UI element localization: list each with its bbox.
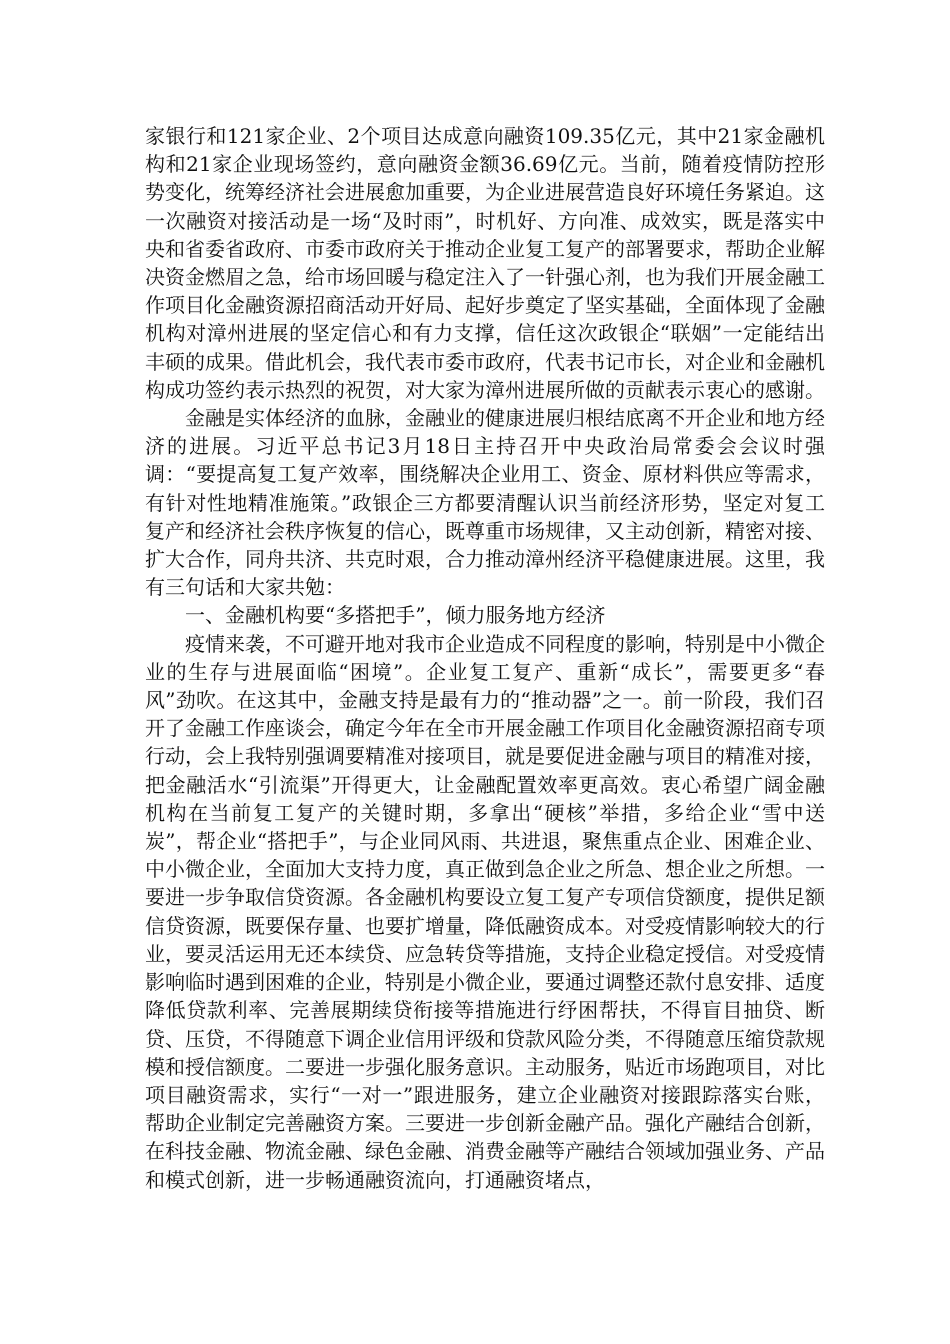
paragraph-2: 金融是实体经济的血脉，金融业的健康进展归根结底离不开企业和地方经济的进展。习近平总书记3月18日主持召开中央政治局常委会会议时强调：“要提高复工复产效率，围绕解决企业用工、资金、原材料供应等需求，有针对性地精准施策。”政银企三方都要清醒认识当前经济形势，坚定对复工复产和经济社会秩序恢复的信心，既尊重市场规律，又主动创新，精密对接、扩大合作，同舟共济、共克时艰，合力推动漳州经济平稳健康进展。这里，我有三句话和大家共勉： [145, 406, 825, 600]
paragraph-1: 家银行和121家企业、2个项目达成意向融资109.35亿元，其中21家金融机构和21家企业现场签约，意向融资金额36.69亿元。当前，随着疫情防控形势变化，统筹经济社会进展愈加重要，为企业进展营造良好环境任务紧迫。这一次融资对接活动是一场“及时雨”，时机好、方向准、成效实，既是落实中央和省委省政府、市委市政府关于推动企业复工复产的部署要求，帮助企业解决资金燃眉之急，给市场回暖与稳定注入了一针强心剂，也为我们开展金融工作项目化金融资源招商活动开好局、起好步奠定了坚实基础，全面体现了金融机构对漳州进展的坚定信心和有力支撑，信任这次政银企“联姻”一定能结出丰硕的成果。借此机会，我代表市委市政府，代表书记市长，对企业和金融机构成功签约表示热烈的祝贺，对大家为漳州进展所做的贡献表示衷心的感谢。 [145, 124, 825, 402]
paragraph-3: 疫情来袭，不可避开地对我市企业造成不同程度的影响，特别是中小微企业的生存与进展面临“困境”。企业复工复产、重新“成长”，需要更多“春风”劲吹。在这其中，金融支持是最有力的“推动器”之一。前一阶段，我们召开了金融工作座谈会，确定今年在全市开展金融工作项目化金融资源招商专项行动，会上我特别强调要精准对接项目，就是要促进金融与项目的精准对接，把金融活水“引流渠”开得更大，让金融配置效率更高效。衷心希望广阔金融机构在当前复工复产的关键时期，多拿出“硬核”举措，多给企业“雪中送炭”，帮企业“搭把手”，与企业同风雨、共进退，聚焦重点企业、困难企业、中小微企业，全面加大支持力度，真正做到急企业之所急、想企业之所想。一要进一步争取信贷资源。各金融机构要设立复工复产专项信贷额度，提供足额信贷资源，既要保存量、也要扩增量，降低融资成本。对受疫情影响较大的行业，要灵活运用无还本续贷、应急转贷等措施，支持企业稳定授信。对受疫情影响临时遇到困难的企业，特别是小微企业，要通过调整还款付息安排、适度降低贷款利率、完善展期续贷衔接等措施进行纾困帮扶，不得盲目抽贷、断贷、压贷，不得随意下调企业信用评级和贷款风险分类，不得随意压缩贷款规模和授信额度。二要进一步强化服务意识。主动服务，贴近市场跑项目，对比项目融资需求，实行“一对一”跟进服务，建立企业融资对接跟踪落实台账，帮助企业制定完善融资方案。三要进一步创新金融产品。强化产融结合创新，在科技金融、物流金融、绿色金融、消费金融等产融结合领域加强业务、产品和模式创新，进一步畅通融资流向，打通融资堵点， [145, 631, 825, 1192]
document-body [145, 122, 825, 1194]
section-heading: 一、金融机构要“多搭把手”，倾力服务地方经济 [185, 603, 606, 628]
